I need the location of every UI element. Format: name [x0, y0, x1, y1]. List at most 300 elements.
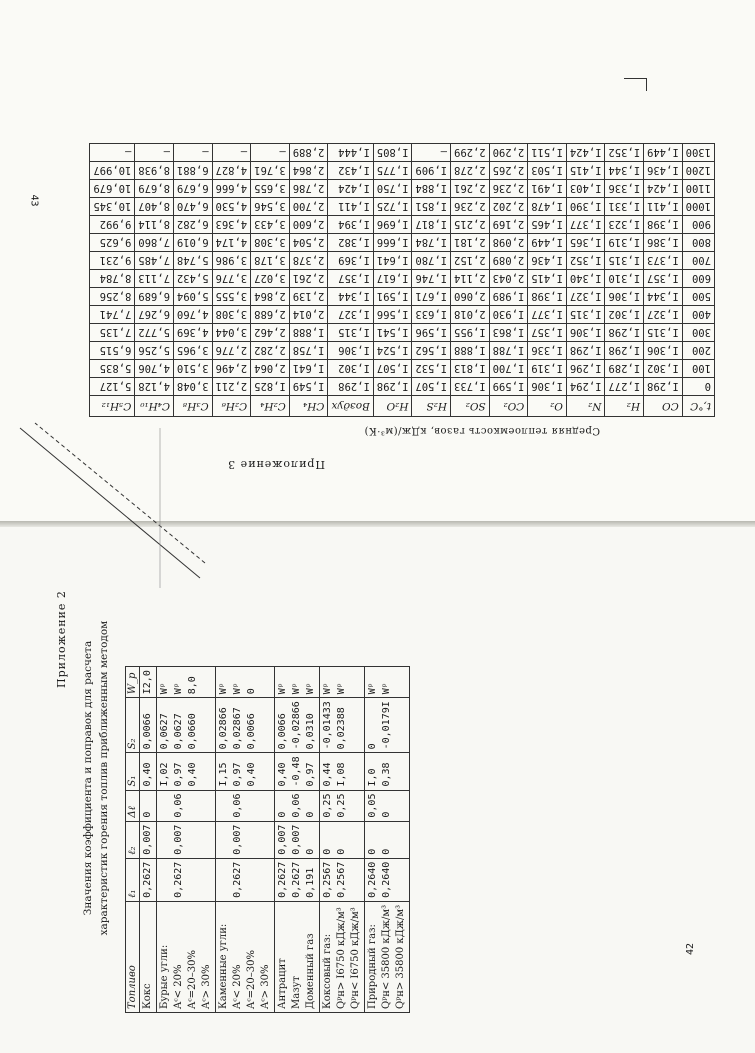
table-cell: 5,748: [173, 252, 212, 270]
table-cell: 2,236: [451, 198, 490, 216]
table-row: [90, 378, 715, 396]
table-cell: I,302: [644, 360, 683, 378]
table-cell: 4,666: [212, 180, 251, 198]
table-cell: I,532: [412, 360, 451, 378]
coefficient-cell: 0,007 0,007 0: [275, 821, 320, 858]
coefficient-cell: 0,44 I,08: [320, 753, 365, 790]
table-cell: I,298: [373, 378, 412, 396]
table-row: [90, 162, 715, 180]
table-cell: I,909: [412, 162, 451, 180]
faint-nomogram-graphic: [10, 418, 210, 598]
table-cell: I,424: [566, 144, 605, 162]
coefficient-cell: 0,2627: [157, 858, 216, 901]
table-cell: 2,098: [489, 234, 528, 252]
caption-line-1: Значения коэффициента и поправок для расчета: [82, 640, 94, 916]
heat-capacity-header-row: [90, 396, 715, 417]
table-row: [90, 288, 715, 306]
table-cell: I,357: [528, 324, 567, 342]
coefficient-cell: 0 0: [320, 821, 365, 858]
table-row: [90, 324, 715, 342]
combustion-header-row: [126, 667, 140, 1013]
table-cell: 5,432: [173, 270, 212, 288]
combustion-body: [140, 667, 410, 1013]
table-cell: I,302: [605, 306, 644, 324]
table-cell: I,306: [566, 324, 605, 342]
table-cell: I,449: [644, 144, 683, 162]
heat-capacity-header-cell: t,°C: [682, 396, 714, 417]
table-cell: I,775: [373, 162, 412, 180]
table-cell: 10,679: [90, 180, 135, 198]
table-cell: 3,510: [173, 360, 212, 378]
table-cell: 700: [682, 252, 714, 270]
table-cell: 6,019: [173, 234, 212, 252]
table-cell: I,327: [644, 306, 683, 324]
table-cell: I,323: [605, 216, 644, 234]
table-cell: I,633: [412, 306, 451, 324]
table-cell: I,758: [289, 342, 328, 360]
table-cell: I,780: [412, 252, 451, 270]
appendix-3-label: Приложение 3: [227, 458, 325, 471]
coefficient-cell: 0,2627: [140, 858, 157, 901]
table-cell: I,315: [644, 324, 683, 342]
fuel-name-cell: Антрацит Мазут Доменный газ: [275, 901, 320, 1012]
coefficient-cell: 0 0,06 0: [275, 790, 320, 821]
table-cell: 2,378: [289, 252, 328, 270]
table-cell: I,394: [328, 216, 373, 234]
table-cell: 8,114: [135, 216, 174, 234]
combustion-header-cell: Топливо: [126, 901, 140, 1012]
table-cell: I,491: [528, 180, 567, 198]
table-cell: I,666: [373, 234, 412, 252]
table-cell: 0: [682, 378, 714, 396]
table-cell: 3,965: [173, 342, 212, 360]
coefficient-cell: 0,0627 0,0627 0,0660: [157, 698, 216, 753]
fuel-name-cell: Кокс: [140, 901, 157, 1012]
coefficient-cell: 0 -0,0179I: [365, 698, 410, 753]
table-row: [90, 270, 715, 288]
heat-capacity-header-cell: C₂H₄: [251, 396, 290, 417]
table-cell: 8,407: [135, 198, 174, 216]
heat-capacity-table: [89, 143, 715, 417]
table-row: [90, 234, 715, 252]
table-cell: I,503: [528, 162, 567, 180]
table-cell: I,315: [566, 306, 605, 324]
table-cell: I,700: [489, 360, 528, 378]
heat-capacity-header-cell: C₃H₈: [173, 396, 212, 417]
heat-capacity-header-cell: CO₂: [489, 396, 528, 417]
combustion-header-cell: S₂: [126, 698, 140, 753]
coefficient-cell: 0,0066: [140, 698, 157, 753]
coefficient-cell: Wᵖ Wᵖ 8,0: [157, 667, 216, 698]
table-row: [216, 667, 275, 1013]
coefficient-cell: 0,2627: [216, 858, 275, 901]
table-cell: 2,202: [489, 198, 528, 216]
table-cell: I,465: [528, 216, 567, 234]
table-cell: 4,706: [135, 360, 174, 378]
table-cell: 4,760: [173, 306, 212, 324]
table-cell: 8,679: [135, 180, 174, 198]
table-cell: I,415: [528, 270, 567, 288]
coefficient-cell: 0,25 0,25: [320, 790, 365, 821]
table-row: [90, 342, 715, 360]
heat-capacity-header-cell: CO: [644, 396, 683, 417]
table-cell: —: [135, 144, 174, 162]
table-cell: 2,215: [451, 216, 490, 234]
combustion-coefficients-table: [125, 666, 410, 1013]
table-cell: 2,278: [451, 162, 490, 180]
table-cell: 3,546: [251, 198, 290, 216]
table-cell: 6,470: [173, 198, 212, 216]
table-cell: 10,997: [90, 162, 135, 180]
table-cell: —: [251, 144, 290, 162]
table-cell: 7,860: [135, 234, 174, 252]
table-cell: I,696: [373, 216, 412, 234]
fuel-name-cell: Бурые угли: Aᶜ< 20% Aᶜ=20–30% Aᶜ> 30%: [157, 901, 216, 1012]
table-cell: —: [212, 144, 251, 162]
table-cell: I,411: [328, 198, 373, 216]
table-cell: 8,784: [90, 270, 135, 288]
table-cell: 800: [682, 234, 714, 252]
coefficient-cell: 0: [140, 790, 157, 821]
heat-capacity-header-cell: O₂: [528, 396, 567, 417]
table-cell: 7,135: [90, 324, 135, 342]
table-cell: I,352: [605, 144, 644, 162]
table-cell: 600: [682, 270, 714, 288]
heat-capacity-header-cell: C₅H₁₂: [90, 396, 135, 417]
table-cell: 3,027: [251, 270, 290, 288]
table-cell: I,805: [373, 144, 412, 162]
table-cell: 5,835: [90, 360, 135, 378]
caption-line-2: характеристик горения топлив приближенным методом: [98, 620, 110, 936]
table-cell: 4,363: [212, 216, 251, 234]
table-cell: I,344: [605, 162, 644, 180]
table-cell: 9,992: [90, 216, 135, 234]
coefficient-cell: 0,40: [140, 753, 157, 790]
table-row: [157, 667, 216, 1013]
table-cell: I,955: [451, 324, 490, 342]
table-cell: I,294: [566, 378, 605, 396]
table-cell: I,788: [489, 342, 528, 360]
table-cell: I,327: [328, 306, 373, 324]
table-cell: 2,014: [289, 306, 328, 324]
table-cell: 3,308: [251, 234, 290, 252]
heat-capacity-header-cell: Воздух: [328, 396, 373, 417]
table-row: [90, 306, 715, 324]
table-cell: 2,282: [251, 342, 290, 360]
table-cell: 2,181: [451, 234, 490, 252]
heat-capacity-header-cell: SO₂: [451, 396, 490, 417]
appendix-2-label: Приложение 2: [55, 590, 68, 688]
page-number-42: 42: [685, 942, 696, 955]
table-cell: I,415: [566, 162, 605, 180]
combustion-header-cell: Δℓ: [126, 790, 140, 821]
table-cell: 2,776: [212, 342, 251, 360]
table-cell: 2,139: [289, 288, 328, 306]
table-cell: 2,018: [451, 306, 490, 324]
table-cell: 3,178: [251, 252, 290, 270]
coefficient-cell: 0,2627 0,2627 0,191: [275, 858, 320, 901]
table-cell: I,817: [412, 216, 451, 234]
table-cell: I,524: [373, 342, 412, 360]
table-cell: I,296: [566, 360, 605, 378]
fuel-name-cell: Природный газ: Qᵖн< 35800 кДж/м³ Qᵖн> 35800 кДж/м³: [365, 901, 410, 1012]
table-row: [90, 252, 715, 270]
table-cell: 500: [682, 288, 714, 306]
table-cell: I,357: [328, 270, 373, 288]
coefficient-cell: Wᵖ Wᵖ 0: [216, 667, 275, 698]
table-row: [90, 144, 715, 162]
coefficient-cell: 0,0066 -0,02866 0,0310: [275, 698, 320, 753]
table-cell: I,641: [373, 252, 412, 270]
table-cell: 5,094: [173, 288, 212, 306]
table-cell: 4,369: [173, 324, 212, 342]
table-cell: 9,625: [90, 234, 135, 252]
table-cell: 2,786: [289, 180, 328, 198]
table-cell: I,507: [412, 378, 451, 396]
table-cell: —: [412, 144, 451, 162]
table-cell: I,336: [605, 180, 644, 198]
combustion-header-cell: W_p: [126, 667, 140, 698]
table-cell: 3,044: [212, 324, 251, 342]
table-cell: I,746: [412, 270, 451, 288]
coefficient-cell: 0,02866 0,02867 0,0066: [216, 698, 275, 753]
table-cell: 5,772: [135, 324, 174, 342]
heat-capacity-header-cell: CH₄: [289, 396, 328, 417]
table-cell: I,315: [328, 324, 373, 342]
table-cell: I,432: [328, 162, 373, 180]
table-cell: I,306: [605, 288, 644, 306]
table-cell: I,298: [566, 342, 605, 360]
table-cell: I,444: [328, 144, 373, 162]
lower-page-rotated-content: [0, 527, 755, 1053]
table-cell: I,373: [644, 252, 683, 270]
table-cell: I,825: [251, 378, 290, 396]
table-cell: 2,043: [489, 270, 528, 288]
table-cell: I,884: [412, 180, 451, 198]
table-cell: I,319: [528, 360, 567, 378]
table-cell: 5,127: [90, 378, 135, 396]
table-cell: 3,433: [251, 216, 290, 234]
coefficient-cell: 0 0: [365, 821, 410, 858]
table-cell: 2,688: [251, 306, 290, 324]
table-cell: I,671: [412, 288, 451, 306]
table-cell: 1200: [682, 162, 714, 180]
table-cell: 900: [682, 216, 714, 234]
heat-capacity-header-cell: C₂H₆: [212, 396, 251, 417]
table-cell: 9,231: [90, 252, 135, 270]
coefficient-cell: 0,05 0: [365, 790, 410, 821]
table-cell: I,344: [644, 288, 683, 306]
table-cell: 7,485: [135, 252, 174, 270]
table-cell: 2,261: [451, 180, 490, 198]
table-cell: I,306: [644, 342, 683, 360]
table-cell: I,298: [328, 378, 373, 396]
table-cell: I,750: [373, 180, 412, 198]
table-cell: I,369: [328, 252, 373, 270]
table-cell: I,310: [605, 270, 644, 288]
table-cell: I,357: [644, 270, 683, 288]
coefficient-cell: 0,40 -0,48 0,97: [275, 753, 320, 790]
table-cell: 2,864: [251, 288, 290, 306]
table-cell: I,617: [373, 270, 412, 288]
table-cell: 2,864: [289, 162, 328, 180]
table-cell: 2,060: [451, 288, 490, 306]
heat-capacity-body: [90, 144, 715, 396]
corner-mark: [624, 78, 647, 91]
table-cell: 6,267: [135, 306, 174, 324]
table-cell: I,641: [289, 360, 328, 378]
heat-capacity-header-cell: H₂O: [373, 396, 412, 417]
coefficient-cell: 0,007: [216, 821, 275, 858]
table-cell: 2,089: [489, 252, 528, 270]
table-cell: 8,256: [90, 288, 135, 306]
table-cell: I,377: [566, 216, 605, 234]
heat-capacity-header-cell: H₂S: [412, 396, 451, 417]
table-cell: I,340: [566, 270, 605, 288]
table-cell: I,386: [644, 234, 683, 252]
table-cell: I,298: [605, 324, 644, 342]
table-cell: I,888: [451, 342, 490, 360]
table-cell: 2,064: [251, 360, 290, 378]
table-cell: 2,462: [251, 324, 290, 342]
table-cell: 3,308: [212, 306, 251, 324]
table-cell: 2,504: [289, 234, 328, 252]
combustion-header-cell: S₁: [126, 753, 140, 790]
table-cell: 2,889: [289, 144, 328, 162]
table-cell: I,327: [566, 288, 605, 306]
table-cell: I,336: [528, 342, 567, 360]
table-cell: I,784: [412, 234, 451, 252]
table-cell: I,599: [489, 378, 528, 396]
coefficient-cell: 0,007: [157, 821, 216, 858]
table-cell: I,289: [605, 360, 644, 378]
table-cell: 2,600: [289, 216, 328, 234]
table-cell: I,377: [528, 306, 567, 324]
table-cell: 2,236: [489, 180, 528, 198]
table-cell: 4,530: [212, 198, 251, 216]
coefficient-cell: 0,2640 0,2640: [365, 858, 410, 901]
table-cell: I,424: [328, 180, 373, 198]
table-cell: 4,128: [135, 378, 174, 396]
table-cell: 2,261: [289, 270, 328, 288]
table-cell: —: [90, 144, 135, 162]
coefficient-cell: I2,0: [140, 667, 157, 698]
table-cell: 300: [682, 324, 714, 342]
table-cell: 6,679: [173, 180, 212, 198]
table-cell: 2,114: [451, 270, 490, 288]
table-cell: I,298: [605, 342, 644, 360]
table-cell: 10,345: [90, 198, 135, 216]
table-cell: I,390: [566, 198, 605, 216]
table-cell: I,566: [373, 306, 412, 324]
table-cell: 7,741: [90, 306, 135, 324]
table-cell: 2,496: [212, 360, 251, 378]
table-cell: I,449: [528, 234, 567, 252]
table-cell: I,411: [644, 198, 683, 216]
table-cell: 2,152: [451, 252, 490, 270]
table-cell: —: [173, 144, 212, 162]
combustion-coefficients-caption: [80, 583, 112, 973]
table-cell: I,725: [373, 198, 412, 216]
coefficient-cell: Wᵖ Wᵖ Wᵖ: [275, 667, 320, 698]
table-cell: I,851: [412, 198, 451, 216]
table-cell: 100: [682, 360, 714, 378]
heat-capacity-header-cell: N₂: [566, 396, 605, 417]
table-cell: 2,211: [212, 378, 251, 396]
combustion-header-cell: ℓ₂: [126, 821, 140, 858]
table-cell: 4,174: [212, 234, 251, 252]
table-cell: 200: [682, 342, 714, 360]
fuel-name-cell: Коксовый газ: Qᵖн> I6750 кДж/м³ Qᵖн< I6750 кДж/м³: [320, 901, 365, 1012]
table-cell: 7,113: [135, 270, 174, 288]
table-cell: 6,515: [90, 342, 135, 360]
table-cell: I,436: [528, 252, 567, 270]
table-cell: I,398: [644, 216, 683, 234]
combustion-header-cell: ℓ₁: [126, 858, 140, 901]
table-cell: I,591: [373, 288, 412, 306]
table-cell: I,562: [412, 342, 451, 360]
table-cell: 3,986: [212, 252, 251, 270]
table-cell: 6,881: [173, 162, 212, 180]
table-cell: 1100: [682, 180, 714, 198]
table-cell: 2,299: [451, 144, 490, 162]
table-cell: I,302: [328, 360, 373, 378]
table-row: [90, 360, 715, 378]
table-cell: I,352: [566, 252, 605, 270]
table-row: [90, 216, 715, 234]
table-cell: I,478: [528, 198, 567, 216]
table-cell: 1300: [682, 144, 714, 162]
fuel-name-cell: Каменные угли: Aᶜ< 20% Aᶜ=20–30% Aᶜ> 30%: [216, 901, 275, 1012]
table-cell: I,403: [566, 180, 605, 198]
table-cell: 3,761: [251, 162, 290, 180]
table-cell: I,813: [451, 360, 490, 378]
table-row: [140, 667, 157, 1013]
table-cell: I,507: [373, 360, 412, 378]
coefficient-cell: -0,01433 0,02388: [320, 698, 365, 753]
table-row: [320, 667, 365, 1013]
page-number-43: 43: [28, 194, 40, 207]
table-cell: 6,282: [173, 216, 212, 234]
table-cell: 3,555: [212, 288, 251, 306]
coefficient-cell: 0,007: [140, 821, 157, 858]
table-cell: 1000: [682, 198, 714, 216]
lower-page: [0, 527, 755, 1053]
heat-capacity-header-cell: H₂: [605, 396, 644, 417]
table-cell: I,306: [328, 342, 373, 360]
table-cell: 2,265: [489, 162, 528, 180]
heat-capacity-header-cell: C₄H₁₀: [135, 396, 174, 417]
table-cell: I,511: [528, 144, 567, 162]
table-cell: I,277: [605, 378, 644, 396]
table-cell: 2,700: [289, 198, 328, 216]
coefficient-cell: 0,2567 0,2567: [320, 858, 365, 901]
table-cell: I,888: [289, 324, 328, 342]
table-cell: I,541: [373, 324, 412, 342]
table-cell: I,331: [605, 198, 644, 216]
table-cell: 400: [682, 306, 714, 324]
table-cell: I,298: [644, 378, 683, 396]
coefficient-cell: Wᵖ Wᵖ: [320, 667, 365, 698]
table-cell: 5,256: [135, 342, 174, 360]
coefficient-cell: 0,06: [216, 790, 275, 821]
table-cell: 2,169: [489, 216, 528, 234]
table-cell: I,424: [644, 180, 683, 198]
table-cell: I,989: [489, 288, 528, 306]
table-cell: 4,827: [212, 162, 251, 180]
table-cell: I,930: [489, 306, 528, 324]
table-cell: I,436: [644, 162, 683, 180]
